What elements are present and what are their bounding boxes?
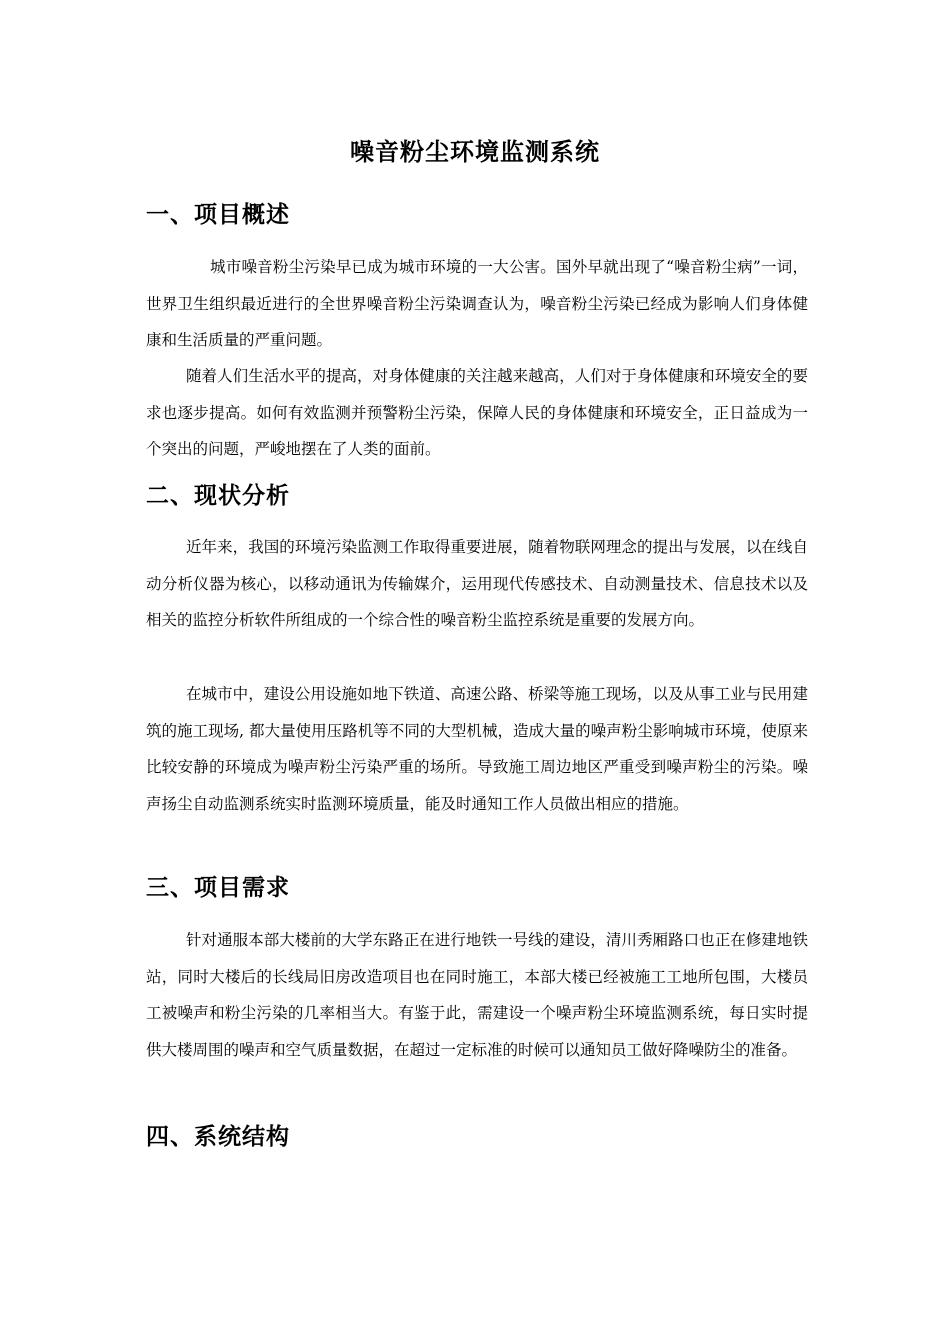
paragraph-status-analysis-1: 近年来，我国的环境污染监测工作取得重要进展，随着物联网理念的提出与发展，以在线自动分析仪器为核心，以移动通讯为传输媒介，运用现代传感技术、自动测量技术、信息技术以及相关的监控分析软件所组成的一个综合性的噪音粉尘监控系统是重要的发展方向。 — [146, 538, 808, 629]
section-heading-status-analysis: 二、现状分析 — [146, 483, 290, 509]
section-heading-system-structure: 四、系统结构 — [146, 1124, 290, 1150]
paragraph-overview-2: 随着人们生活水平的提高，对身体健康的关注越来越高，人们对于身体健康和环境安全的要求也逐步提高。如何有效监测并预警粉尘污染，保障人民的身体健康和环境安全，正日益成为一个突出的问题，严峻地摆在了人类的面前。 — [146, 367, 808, 458]
section-heading-overview: 一、项目概述 — [146, 202, 290, 228]
paragraph-requirements-1: 针对通服本部大楼前的大学东路正在进行地铁一号线的建设，清川秀厢路口也正在修建地铁站，同时大楼后的长线局旧房改造项目也在同时施工，本部大楼已经被施工工地所包围，大楼员工被噪声和粉尘污染的几率相当大。有鉴于此，需建设一个噪声粉尘环境监测系统，每日实时提供大楼周围的噪声和空气质量数据，在超过一定标准的时候可以通知员工做好降噪防尘的准备。 — [146, 931, 808, 1059]
paragraph-status-analysis-2: 在城市中，建设公用设施如地下铁道、高速公路、桥梁等施工现场，以及从事工业与民用建筑的施工现场, 都大量使用压路机等不同的大型机械，造成大量的噪声粉尘影响城市环境，使原来比较安静的环境成为噪声粉尘污染严重的场所。导致施工周边地区严重受到噪声粉尘的污染。噪声扬尘自动监测系统实时监测环境质量，能及时通知工作人员做出相应的措施。 — [146, 685, 808, 813]
document-title: 噪音粉尘环境监测系统 — [350, 138, 600, 166]
paragraph-overview-1: 城市噪音粉尘污染早已成为城市环境的一大公害。国外早就出现了“噪音粉尘病”一词，世界卫生组织最近进行的全世界噪音粉尘污染调查认为，噪音粉尘污染已经成为影响人们身体健康和生活质量的严重问题。 — [146, 258, 808, 349]
section-heading-requirements: 三、项目需求 — [146, 875, 290, 901]
